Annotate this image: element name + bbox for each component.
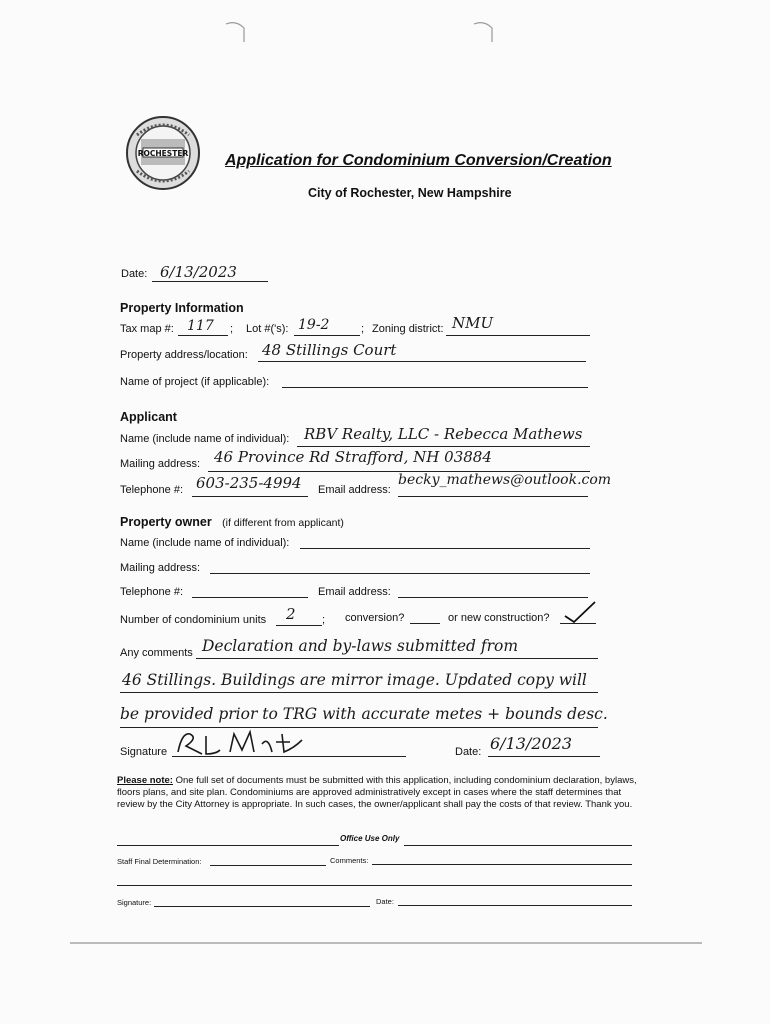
owner-heading: Property owner	[120, 515, 212, 529]
applicant-telephone-value[interactable]: 603-235-4994	[196, 474, 302, 492]
owner-name-label: Name (include name of individual):	[120, 537, 290, 549]
applicant-telephone-label: Telephone #:	[120, 484, 183, 496]
scan-edge-divider	[70, 942, 702, 944]
semicolon: ;	[361, 323, 365, 335]
semicolon: ;	[230, 323, 234, 335]
office-use-only-label: Office Use Only	[340, 834, 400, 843]
please-note-label: Please note:	[117, 775, 173, 786]
date-label: Date:	[121, 268, 148, 280]
comments-line-2[interactable]: 46 Stillings. Buildings are mirror image. Updated copy will	[122, 671, 587, 689]
staff-determination-label: Staff Final Determination:	[117, 857, 202, 866]
owner-email-label: Email address:	[318, 586, 391, 598]
tax-map-value[interactable]: 117	[187, 318, 214, 334]
office-comments-label: Comments:	[330, 856, 369, 865]
punch-hole-icon	[470, 18, 500, 44]
conversion-label: conversion?	[345, 612, 405, 624]
city-seal-logo	[125, 115, 201, 191]
date-value[interactable]: 6/13/2023	[160, 263, 237, 281]
signature-date-value[interactable]: 6/13/2023	[490, 734, 573, 753]
applicant-mailing-value[interactable]: 46 Province Rd Strafford, NH 03884	[214, 448, 492, 466]
form-title: Application for Condominium Conversion/Creation	[225, 152, 612, 169]
address-label: Property address/location:	[120, 349, 248, 361]
signature-label: Signature	[120, 746, 168, 758]
please-note-paragraph	[117, 775, 647, 811]
tax-map-label: Tax map #:	[120, 323, 174, 335]
property-info-heading: Property Information	[120, 301, 244, 315]
checkmark-icon[interactable]	[562, 600, 598, 624]
applicant-email-label: Email address:	[318, 484, 391, 496]
semicolon: ;	[322, 614, 326, 626]
applicant-signature-drawing	[172, 726, 312, 760]
office-date-label: Date:	[376, 897, 394, 906]
owner-note: (if different from applicant)	[222, 517, 344, 529]
comments-line-1[interactable]: Declaration and by-laws submitted from	[202, 637, 519, 655]
applicant-name-label: Name (include name of individual):	[120, 433, 290, 445]
please-note-text: One full set of documents must be submitted with this application, including condominium declaration, bylaws, floors plans, and site plan. Condominiums are approved administratively except in cases where the staff determines that review by the City Attorney is appropriate. In such cases, the owner/applicant shall pay the costs of that review. Thank you.	[117, 775, 637, 810]
address-value[interactable]: 48 Stillings Court	[262, 341, 397, 359]
applicant-mailing-label: Mailing address:	[120, 458, 201, 470]
svg-text:ROCHESTER: ROCHESTER	[137, 149, 189, 158]
comments-line-3[interactable]: be provided prior to TRG with accurate metes + bounds desc.	[120, 705, 608, 723]
applicant-email-value[interactable]: becky_mathews@outlook.com	[398, 472, 612, 488]
owner-heading-row	[120, 513, 344, 531]
units-label: Number of condominium units	[120, 614, 267, 626]
owner-mailing-label: Mailing address:	[120, 562, 201, 574]
zoning-value[interactable]: NMU	[452, 314, 494, 332]
applicant-name-value[interactable]: RBV Realty, LLC - Rebecca Mathews	[304, 425, 583, 443]
applicant-heading: Applicant	[120, 410, 177, 424]
project-name-label: Name of project (if applicable):	[120, 376, 270, 388]
lot-label: Lot #('s):	[246, 323, 289, 335]
comments-label: Any comments	[120, 647, 193, 659]
signature-date-label: Date:	[455, 746, 482, 758]
units-value[interactable]: 2	[286, 605, 296, 623]
office-signature-label: Signature:	[117, 898, 152, 907]
form-subtitle: City of Rochester, New Hampshire	[308, 186, 512, 200]
zoning-label: Zoning district:	[372, 323, 444, 335]
punch-hole-icon	[222, 18, 252, 44]
new-construction-label: or new construction?	[448, 612, 550, 624]
lot-value[interactable]: 19-2	[298, 317, 330, 333]
owner-telephone-label: Telephone #:	[120, 586, 183, 598]
